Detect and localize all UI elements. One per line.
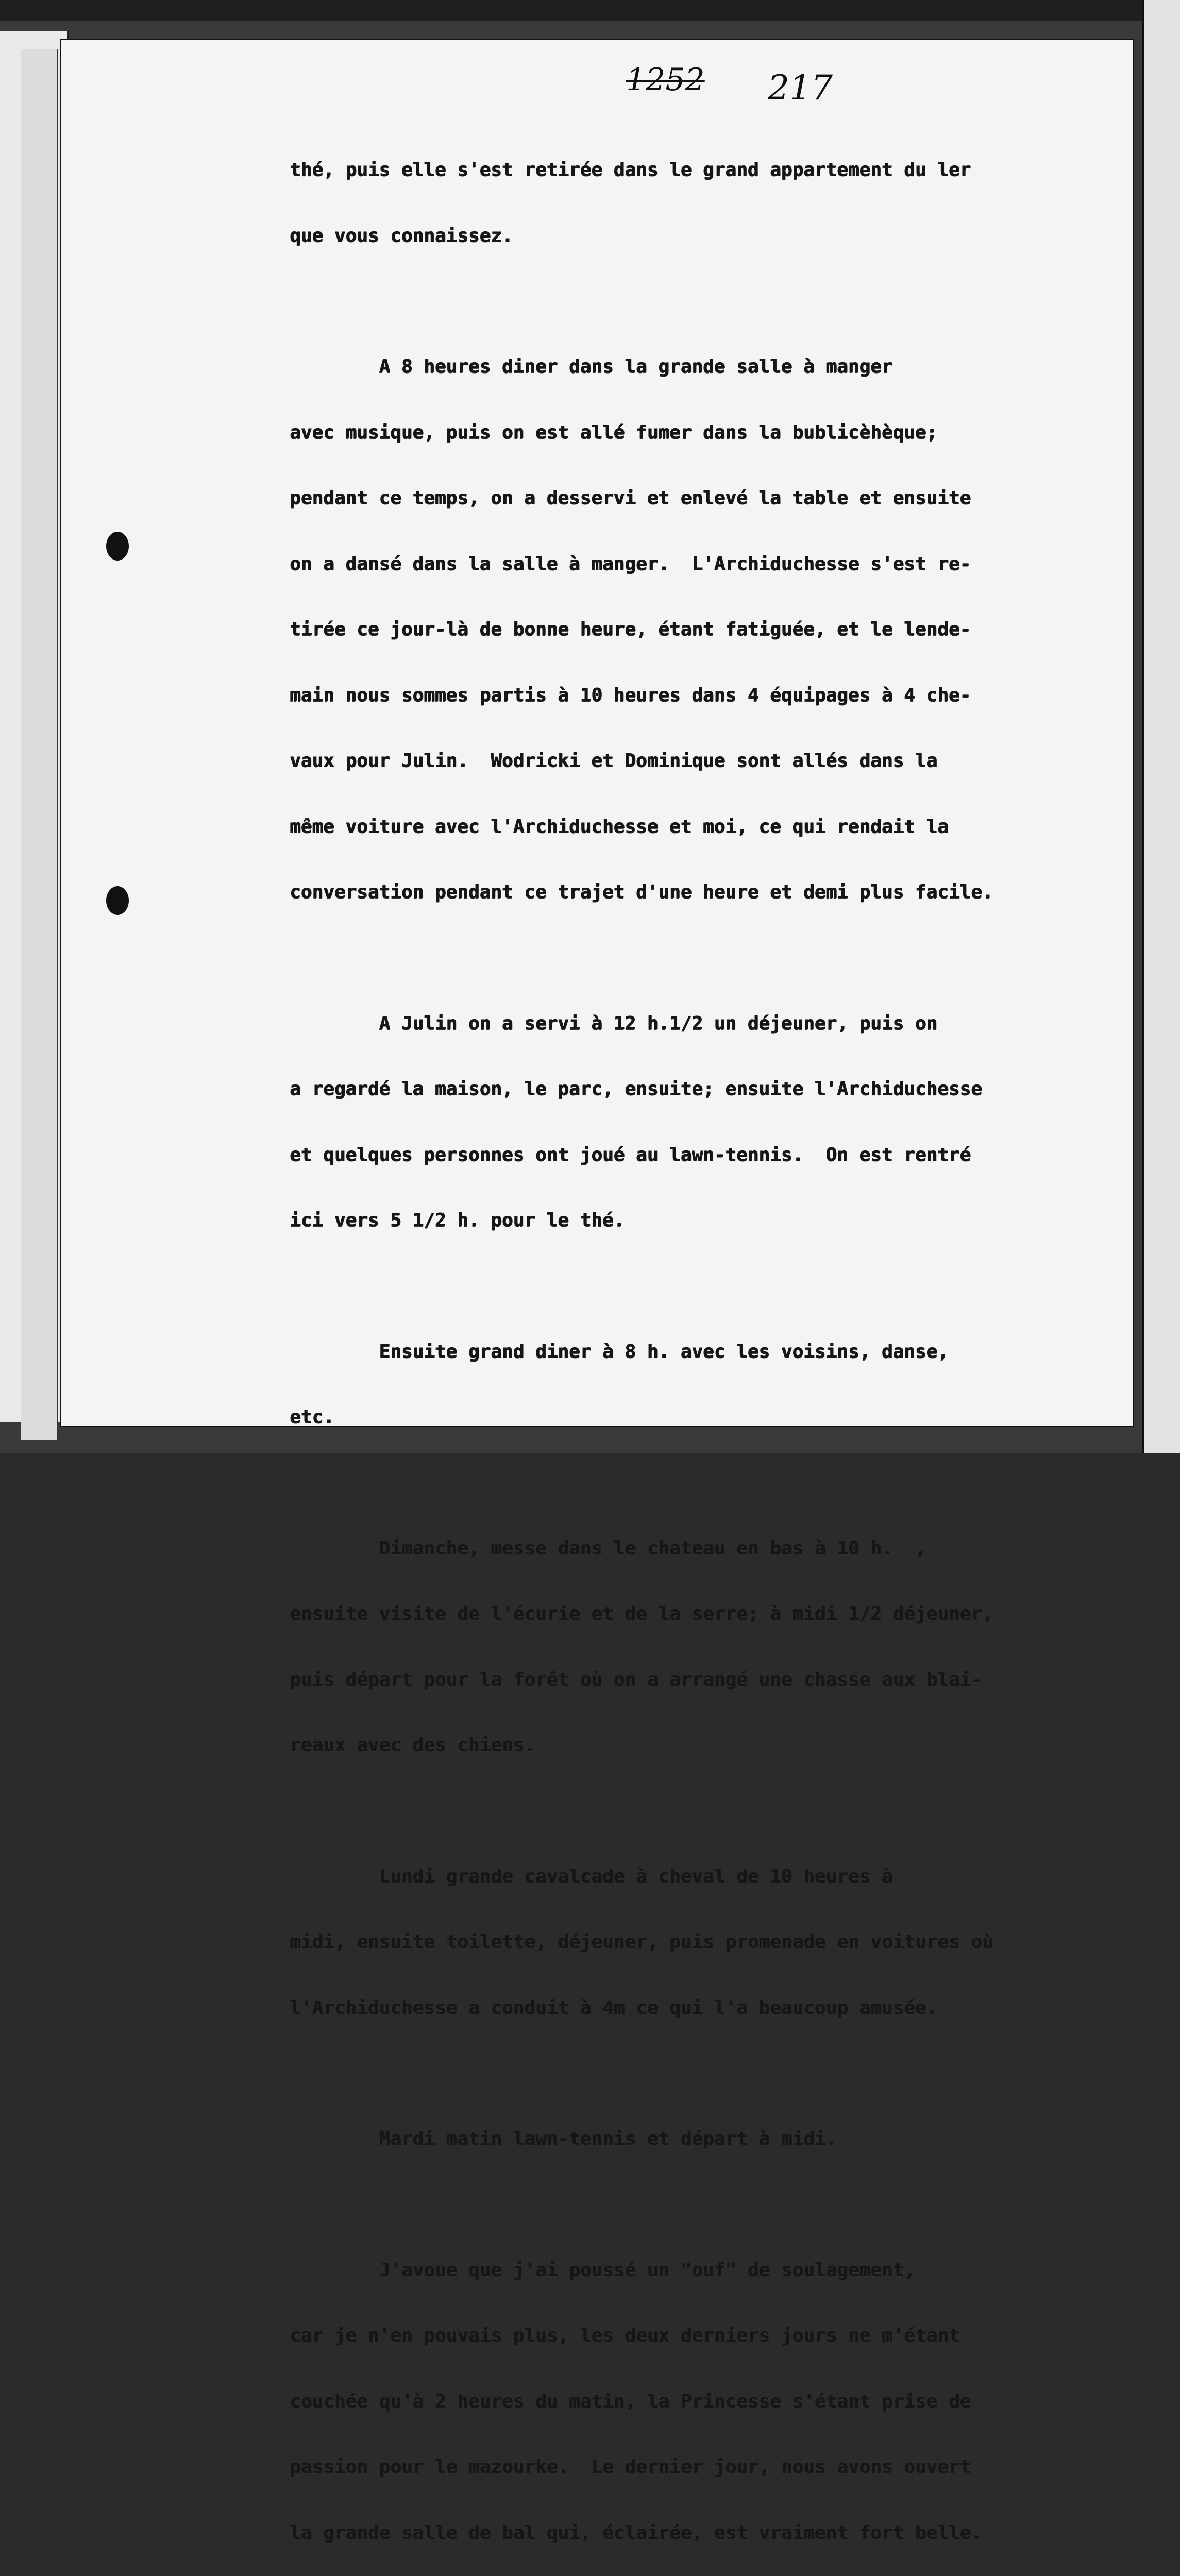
right-binder-edge bbox=[1142, 0, 1180, 1453]
text-line: etc. bbox=[290, 1406, 1104, 1429]
text-line: tirée ce jour-là de bonne heure, étant fatiguée, et le lende- bbox=[290, 619, 1104, 641]
punch-hole bbox=[106, 532, 129, 561]
text-line: même voiture avec l'Archiduchesse et moi, ce qui rendait la bbox=[290, 816, 1104, 838]
paragraph bbox=[290, 115, 1104, 291]
letter-body bbox=[290, 115, 1104, 2576]
text-line: ici vers 5 1/2 h. pour le thé. bbox=[290, 1210, 1104, 1232]
text-line: la grande salle de bal qui, éclairée, est vraiment fort belle. bbox=[290, 2522, 1104, 2545]
text-line: l'Archiduchesse a conduit à 4m ce qui l'a beaucoup amusée. bbox=[290, 1997, 1104, 2020]
struck-page-number: 1252 bbox=[626, 62, 705, 98]
text-line: passion pour le mazourke. Le dernier jour, nous avons ouvert bbox=[290, 2456, 1104, 2479]
text-line: ensuite visite de l'écurie et de la serre; à midi 1/2 déjeuner, bbox=[290, 1603, 1104, 1625]
text-line: reaux avec des chiens. bbox=[290, 1735, 1104, 1757]
paragraph bbox=[290, 2216, 1104, 2576]
text-line: et quelques personnes ont joué au lawn-tennis. On est rentré bbox=[290, 1144, 1104, 1166]
text-line: main nous sommes partis à 10 heures dans 4 équipages à 4 che- bbox=[290, 685, 1104, 707]
text-line: A 8 heures diner dans la grande salle à manger bbox=[290, 356, 1104, 378]
text-line: Dimanche, messe dans le chateau en bas à 10 h. , bbox=[290, 1538, 1104, 1560]
text-line: Lundi grande cavalcade à cheval de 10 heures à bbox=[290, 1866, 1104, 1888]
text-line: couchée qu'à 2 heures du matin, la Princesse s'étant prise de bbox=[290, 2391, 1104, 2413]
text-line: Mardi matin lawn-tennis et départ à midi. bbox=[290, 2128, 1104, 2150]
text-line: a regardé la maison, le parc, ensuite; ensuite l'Archiduchesse bbox=[290, 1078, 1104, 1100]
text-line: pendant ce temps, on a desservi et enlevé la table et ensuite bbox=[290, 487, 1104, 510]
text-line: thé, puis elle s'est retirée dans le grand appartement du ler bbox=[290, 159, 1104, 181]
text-line: A Julin on a servi à 12 h.1/2 un déjeuner, puis on bbox=[290, 1013, 1104, 1035]
text-line: Ensuite grand diner à 8 h. avec les voisins, danse, bbox=[290, 1341, 1104, 1363]
text-line: on a dansé dans la salle à manger. L'Archiduchesse s'est re- bbox=[290, 553, 1104, 575]
paragraph bbox=[290, 312, 1104, 947]
paragraph bbox=[290, 1297, 1104, 1472]
paragraph bbox=[290, 1822, 1104, 2063]
punch-hole bbox=[106, 886, 129, 915]
paragraph bbox=[290, 969, 1104, 1276]
text-line: puis départ pour la forêt où on a arrangé une chasse aux blai- bbox=[290, 1669, 1104, 1691]
text-line: midi, ensuite toilette, déjeuner, puis promenade en voitures où bbox=[290, 1931, 1104, 1954]
text-line: J'avoue que j'ai poussé un "ouf" de soulagement, bbox=[290, 2260, 1104, 2282]
binder-strip bbox=[0, 0, 1180, 21]
text-line: avec musique, puis on est allé fumer dans la bublicèhèque; bbox=[290, 422, 1104, 444]
text-line: vaux pour Julin. Wodricki et Dominique sont allés dans la bbox=[290, 750, 1104, 772]
page-number: 217 bbox=[768, 68, 833, 108]
underlying-page-edge bbox=[21, 49, 58, 1440]
paragraph bbox=[290, 1494, 1104, 1801]
text-line: conversation pendant ce trajet d'une heure et demi plus facile. bbox=[290, 882, 1104, 904]
paragraph bbox=[290, 2084, 1104, 2194]
text-line: car je n'en pouvais plus, les deux derniers jours ne m'étant bbox=[290, 2325, 1104, 2347]
text-line: que vous connaissez. bbox=[290, 225, 1104, 247]
